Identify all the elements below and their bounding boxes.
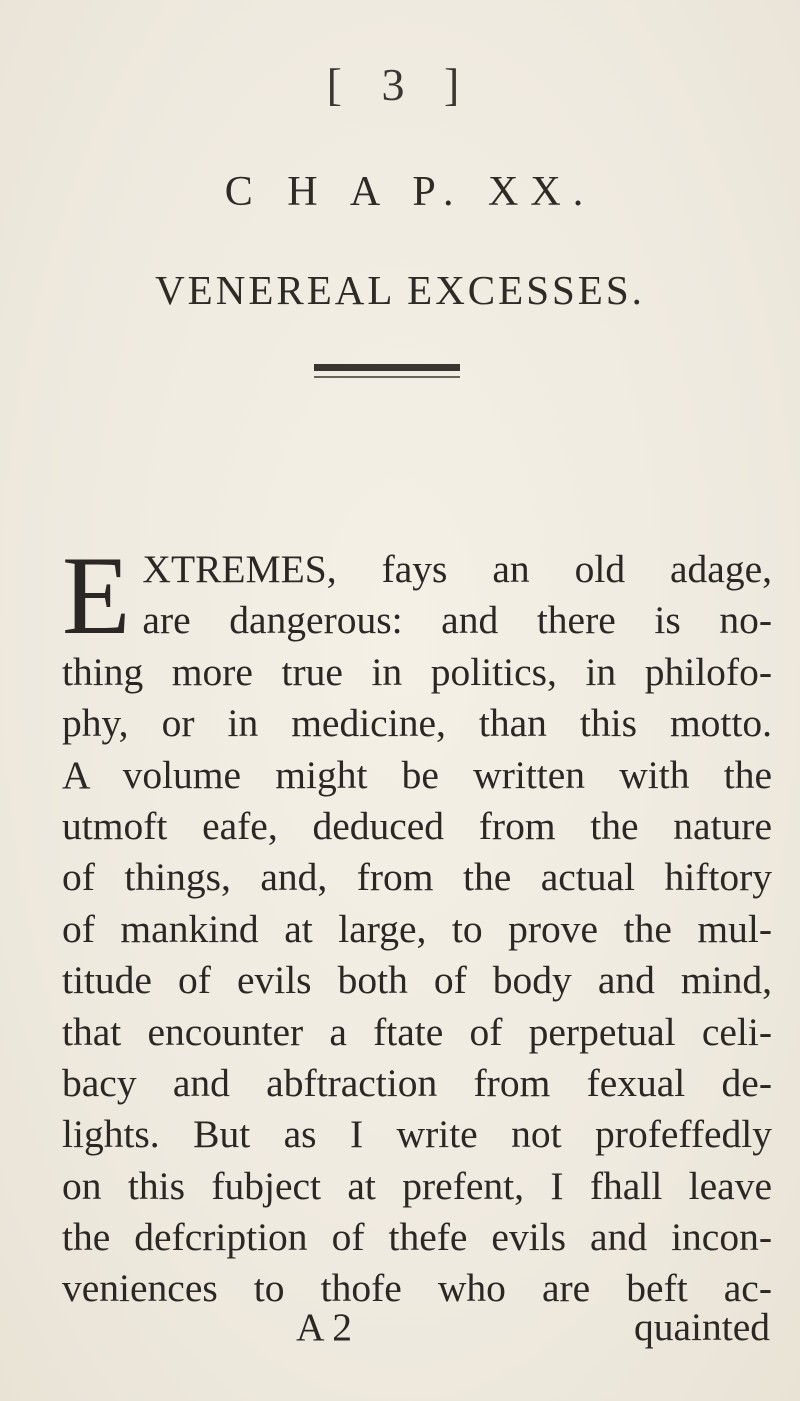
chapter-title: VENEREAL EXCESSES. [155, 267, 645, 313]
text-line: A volume might be written with the [62, 752, 772, 797]
text-line: on this fubject at prefent, I fhall leave [62, 1163, 772, 1208]
text-line: utmoft eafe, deduced from the nature [62, 803, 772, 848]
ornamental-rule-thin [314, 376, 460, 378]
text-line: titude of evils both of body and mind, [62, 958, 772, 1003]
drop-cap-lines [142, 544, 772, 647]
catchword: quainted [633, 1305, 770, 1349]
chapter-heading: C H A P. XX. [224, 169, 596, 215]
signature-mark: A 2 [296, 1305, 352, 1349]
text-line: veniences to thofe who are beft ac- [62, 1266, 772, 1311]
text-line: of mankind at large, to prove the mul- [62, 906, 772, 951]
ornamental-rule [314, 364, 460, 371]
drop-cap: E [62, 534, 131, 658]
text-line: bacy and abftraction from fexual de- [62, 1060, 772, 1105]
text-line: the defcription of thefe evils and incon- [62, 1215, 772, 1260]
page-footer [60, 1304, 770, 1356]
text-line: phy, or in medicine, than this motto. [62, 701, 772, 746]
page-number: [ 3 ] [326, 59, 474, 110]
text-line: XTREMES, fays an old adage, [142, 547, 772, 591]
text-line: that encounter a ftate of perpetual celi- [62, 1009, 772, 1054]
body-text [62, 534, 772, 1315]
text-line: of things, and, from the actual hiftory [62, 855, 772, 900]
text-line: lights. But as I write not profeffedly [62, 1112, 772, 1157]
text-line: thing more true in politics, in philofo- [62, 649, 772, 694]
text-line: are dangerous: and there is no- [142, 598, 772, 643]
